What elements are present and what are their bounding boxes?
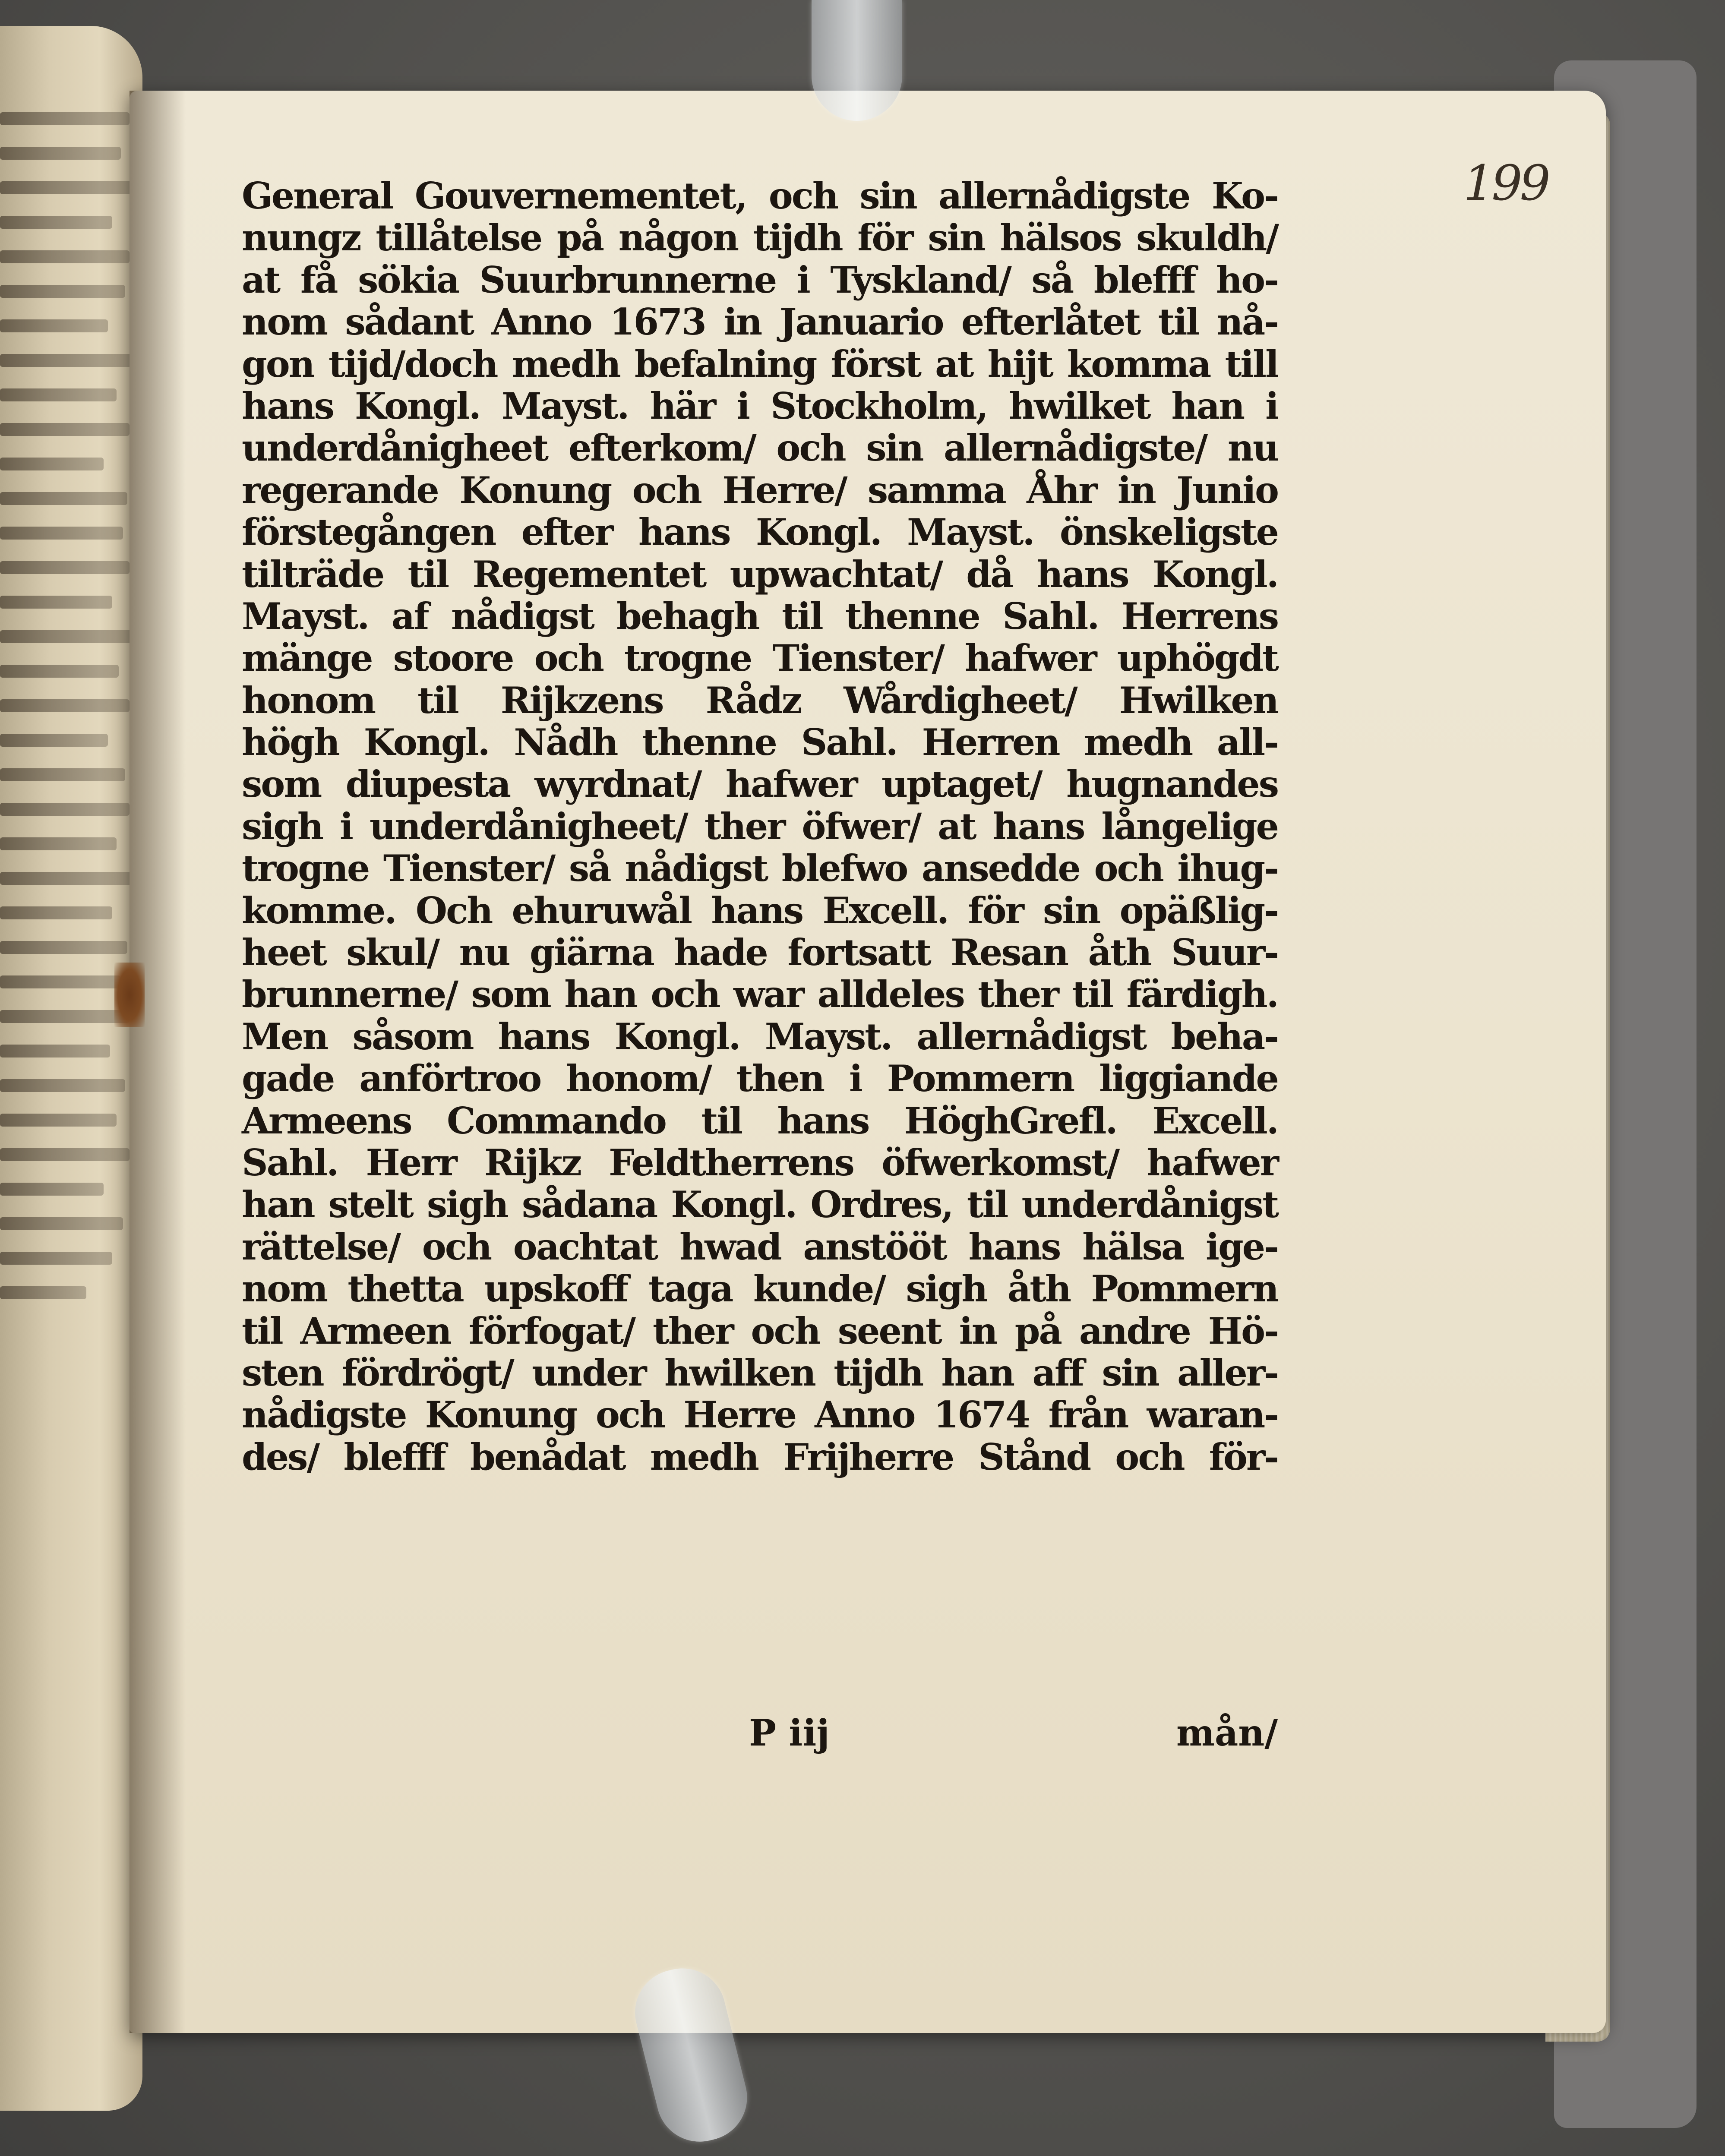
text-line: tilträde til Regementet upwachtat/ då hans Kongl. <box>242 552 1278 596</box>
text-line: des/ blefff benådat medh Frijherre Stånd och för- <box>242 1435 1278 1478</box>
text-line: som diupesta wyrdnat/ hafwer uptaget/ hugnandes <box>242 763 1278 806</box>
text-line: Men såsom hans Kongl. Mayst. allernådigst beha- <box>242 1015 1278 1058</box>
text-line: brunnerne/ som han och war alldeles ther til färdigh. <box>242 973 1278 1016</box>
text-line: hans Kongl. Mayst. här i Stockholm, hwilket han i <box>242 384 1278 427</box>
text-line: nungz tillåtelse på någon tijdh för sin hälsos skuldh/ <box>242 216 1278 259</box>
text-line: Mayst. af nådigst behagh til thenne Sahl. Herrens <box>242 594 1278 638</box>
catchword: mån/ <box>1176 1711 1278 1754</box>
text-line: honom til Rijkzens Rådz Wårdigheet/ Hwilken <box>242 679 1278 722</box>
text-line: han stelt sigh sådana Kongl. Ordres, til underdånigst <box>242 1183 1278 1226</box>
page-clip-top <box>812 0 902 121</box>
text-line: nom thetta upskoff taga kunde/ sigh åth Pommern <box>242 1267 1278 1310</box>
gutter-shadow <box>130 91 186 2033</box>
page-footer <box>242 1709 1278 1757</box>
text-line: rättelse/ och oachtat hwad anstööt hans hälsa ige- <box>242 1225 1278 1268</box>
text-line: heet skul/ nu giärna hade fortsatt Resan åth Suur- <box>242 931 1278 974</box>
text-line: nom sådant Anno 1673 in Januario efterlåtet til nå- <box>242 300 1278 344</box>
text-line: gade anförtroo honom/ then i Pommern liggiande <box>242 1057 1278 1100</box>
text-line: til Armeen förfogat/ ther och seent in på andre Hö- <box>242 1309 1278 1352</box>
text-line: komme. Och ehuruwål hans Excell. för sin opäßlig- <box>242 889 1278 932</box>
left-page-text-fragments <box>0 112 142 1321</box>
text-line: gon tijd/doch medh befalning först at hijt komma till <box>242 342 1278 385</box>
facing-left-page <box>0 26 142 2111</box>
text-line: förstegången efter hans Kongl. Mayst. önskeligste <box>242 511 1278 554</box>
text-line: underdånigheet efterkom/ och sin allernådigste/ nu <box>242 426 1278 470</box>
text-line: at få sökia Suurbrunnerne i Tyskland/ så blefff ho- <box>242 258 1278 301</box>
page-number: 199 <box>1463 155 1548 211</box>
signature-mark: P iij <box>749 1711 830 1754</box>
ink-blot <box>114 963 145 1027</box>
text-line: mänge stoore och trogne Tienster/ hafwer uphögdt <box>242 637 1278 680</box>
text-line: Sahl. Herr Rijkz Feldtherrens öfwerkomst/ hafwer <box>242 1141 1278 1184</box>
text-line: General Gouvernementet, och sin allernådigste Ko- <box>242 174 1278 217</box>
body-text <box>242 175 1278 1478</box>
text-line: sigh i underdånigheet/ ther öfwer/ at hans långelige <box>242 805 1278 848</box>
text-line: högh Kongl. Nådh thenne Sahl. Herren medh all- <box>242 721 1278 764</box>
text-line: sten fördrögt/ under hwilken tijdh han aff sin aller- <box>242 1351 1278 1394</box>
text-line: regerande Konung och Herre/ samma Åhr in Junio <box>242 468 1278 511</box>
text-line: trogne Tienster/ så nådigst blefwo ansedde och ihug- <box>242 847 1278 890</box>
text-line: nådigste Konung och Herre Anno 1674 från waran- <box>242 1393 1278 1436</box>
text-line: Armeens Commando til hans HöghGrefl. Excell. <box>242 1099 1278 1142</box>
